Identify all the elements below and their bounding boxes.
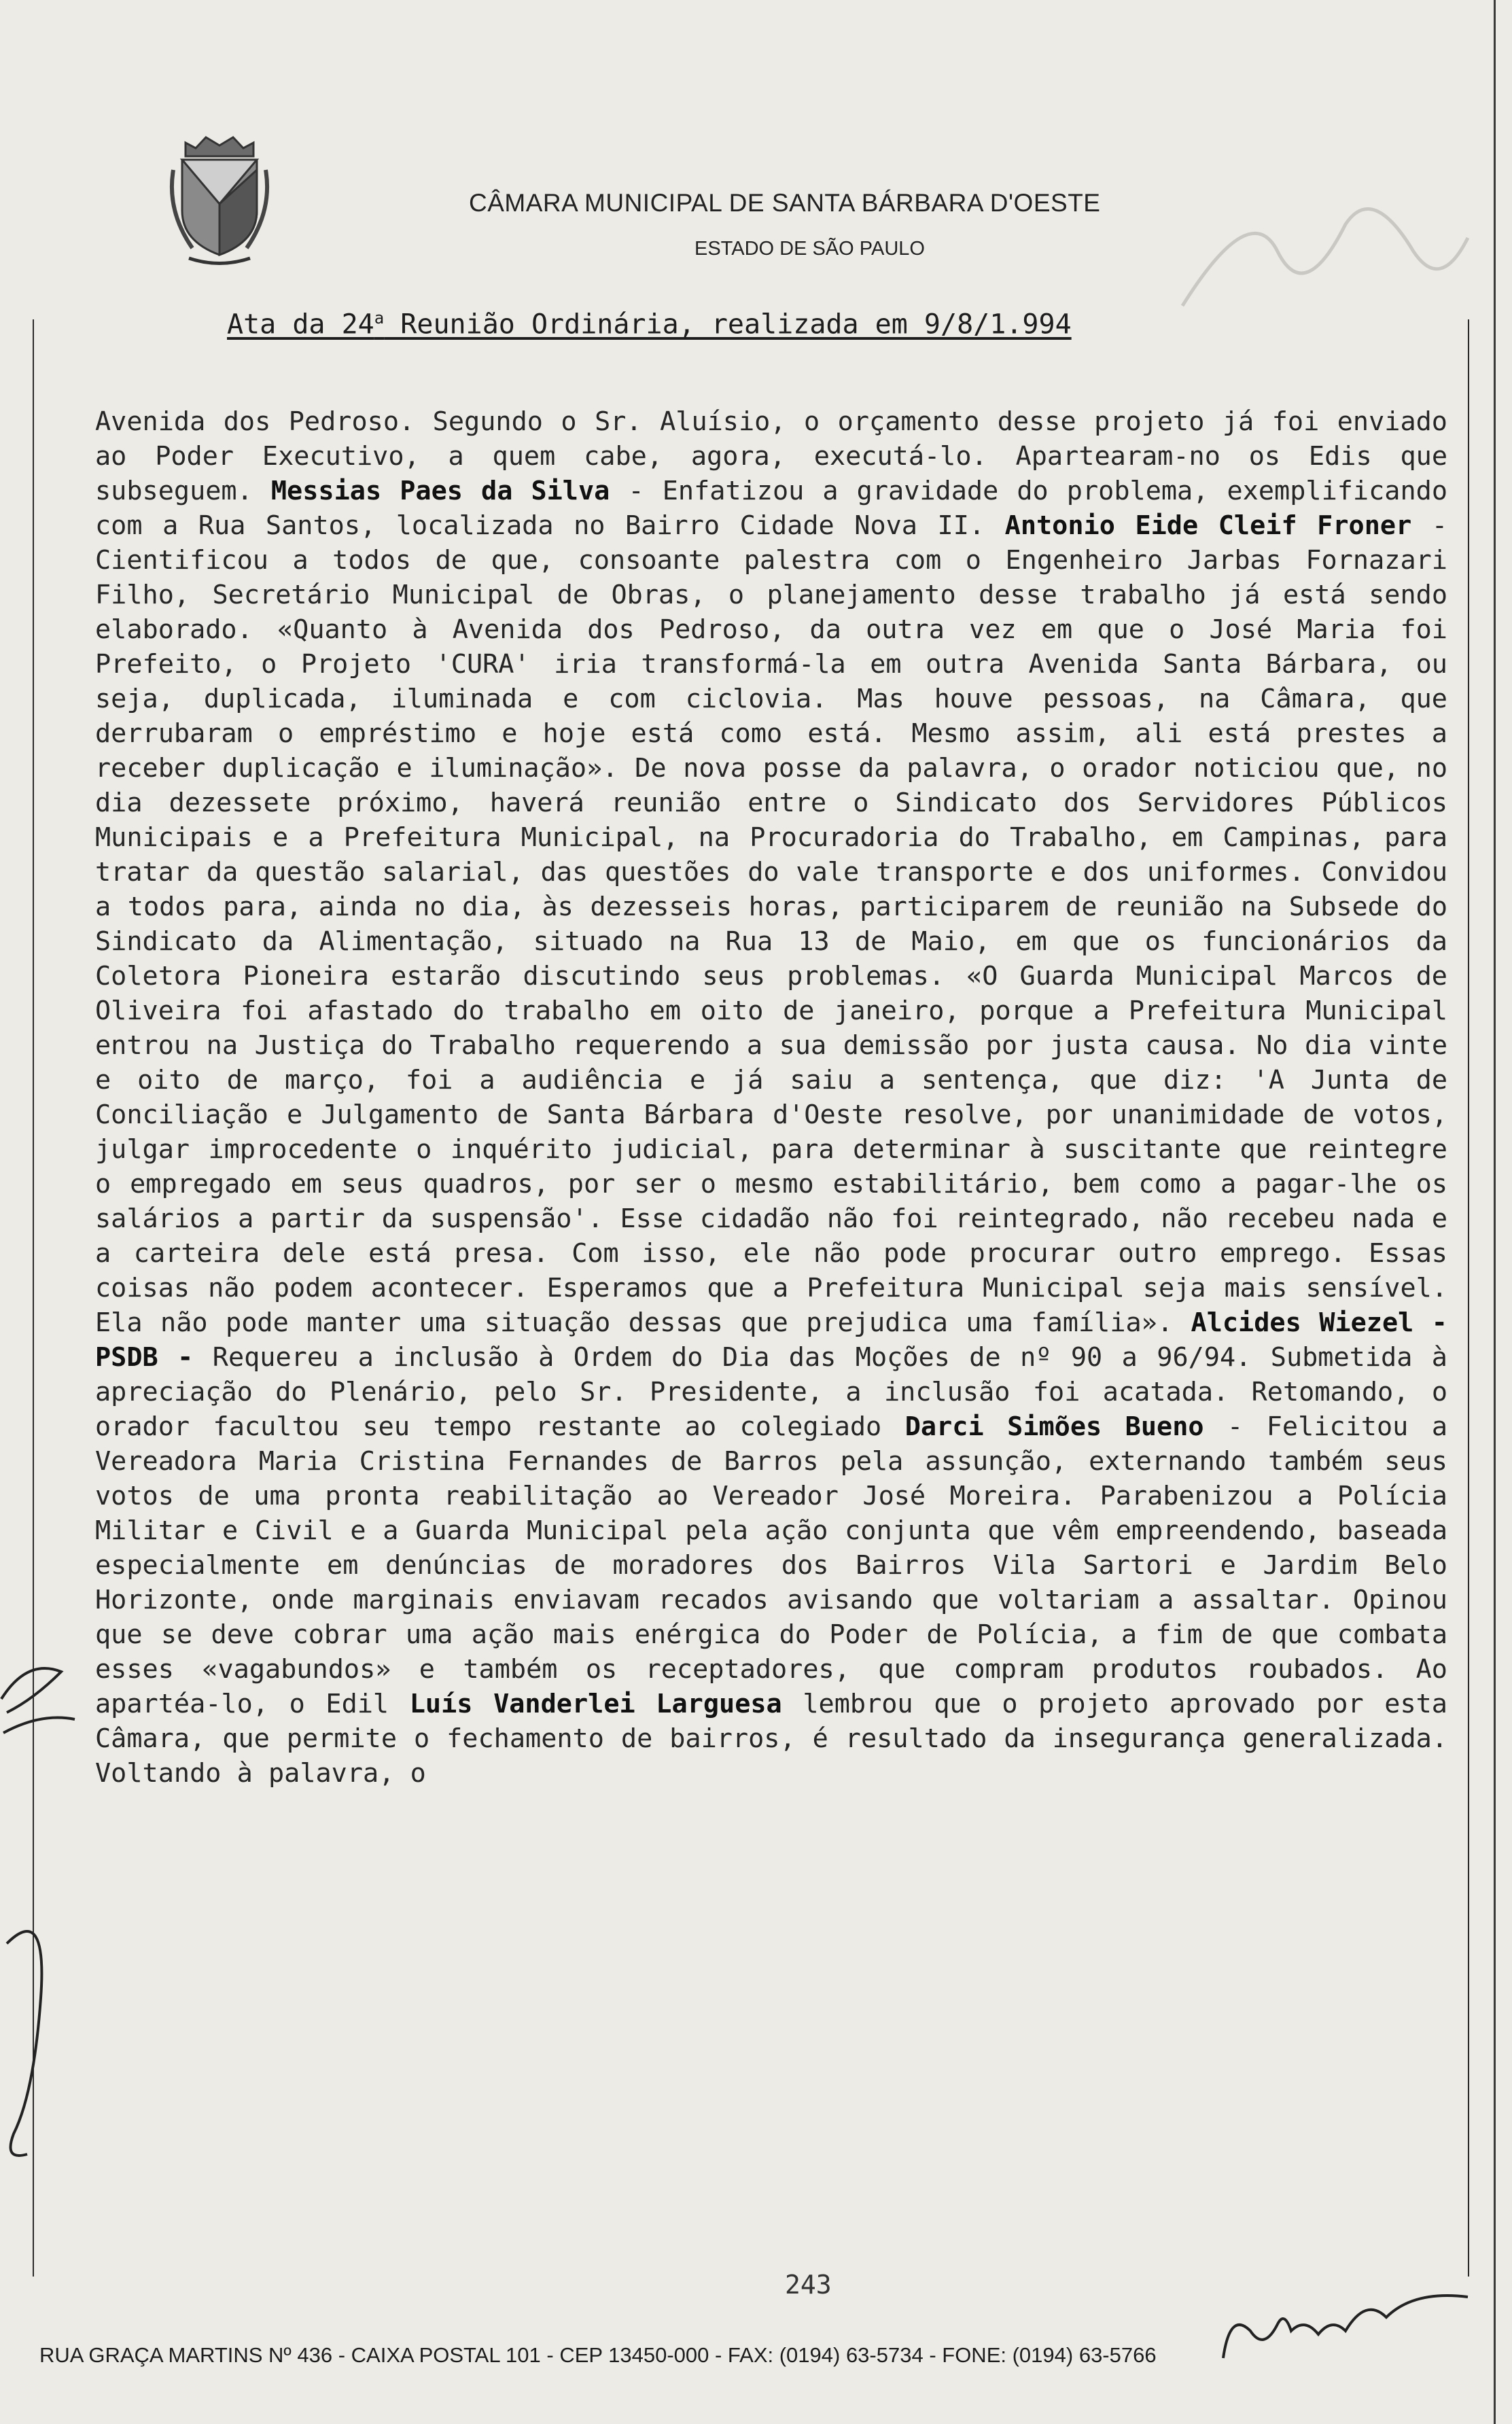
body-text-segment: - Felicitou a Vereadora Maria Cristina Fernandes de Barros pela assunção, externando também seus votos de uma pronta reabilitação ao Vereador José Moreira. Parabenizou a Polícia Militar e Civil e a Guarda Municipal pela ação conjunta que vêm empreendendo, baseada especialmente em denúncias de moradores dos Bairros Vila Sartori e Jardim Belo Horizonte, onde marginais enviavam recados avisando que voltariam a assaltar. Opinou que se deve cobrar uma ação mais enérgica do Poder de Polícia, a fim de que combata esses «vagabundos» e também os receptadores, que compram produtos roubados. Ao apartéa-lo, o Edil: [95, 1411, 1447, 1719]
institution-name: CÂMARA MUNICIPAL DE SANTA BÁRBARA D'OESTE: [469, 189, 1101, 217]
page-edge: [1494, 0, 1496, 2424]
speaker-name: Alcides Wiezel - PSDB -: [95, 1307, 1447, 1373]
speaker-name: Antonio Eide Cleif Froner: [1004, 510, 1412, 541]
title-suffix: Reunião Ordinária, realizada em 9/8/1.994: [384, 309, 1072, 340]
footer-address: RUA GRAÇA MARTINS Nº 436 - CAIXA POSTAL 101 - CEP 13450-000 - FAX: (0194) 63-5734 - FONE: (0194) 63-5766: [39, 2343, 1157, 2367]
page-number: 243: [785, 2270, 832, 2300]
body-text-segment: Avenida dos Pedroso. Segundo o Sr. Aluísio, o orçamento desse projeto já foi enviado ao Poder Executivo, a quem cabe, agora, executá-lo. Apartearam-no os Edis que subseguem.: [95, 406, 1447, 506]
body-text-segment: - Enfatizou a gravidade do problema, exemplificando com a Rua Santos, localizada no Bairro Cidade Nova II.: [95, 476, 1447, 541]
minutes-title: [227, 309, 1328, 340]
state-name: ESTADO DE SÃO PAULO: [695, 238, 925, 260]
faint-signature-icon: [1169, 170, 1481, 374]
title-prefix: Ata da 24: [227, 309, 374, 340]
speaker-name: Darci Simões Bueno: [904, 1411, 1204, 1442]
coat-of-arms-icon: [165, 129, 274, 272]
right-margin-line: [1468, 319, 1469, 2277]
title-ordinal: a: [374, 309, 385, 328]
speaker-name: Messias Paes da Silva: [270, 476, 610, 506]
speaker-name: Luís Vanderlei Larguesa: [409, 1689, 782, 1719]
minutes-body: [95, 404, 1447, 1791]
body-text-segment: Requereu a inclusão à Ordem do Dia das Moções de nº 90 a 96/94. Submetida à apreciação do Plenário, pelo Sr. Presidente, a inclusão foi acatada. Retomando, o orador facultou seu tempo restante ao colegiado: [95, 1342, 1447, 1442]
body-text-segment: - Cientificou a todos de que, consoante palestra com o Engenheiro Jarbas Fornazari Filho, Secretário Municipal de Obras, o planejamento desse trabalho já está sendo elaborado. «Quanto à Avenida dos Pedroso, da outra vez em que o José Maria foi Prefeito, o Projeto 'CURA' iria transformá-la em outra Avenida Santa Bárbara, ou seja, duplicada, iluminada e com ciclovia. Mas houve pessoas, na Câmara, que derrubaram o empréstimo e hoje está como está. Mesmo assim, ali está prestes a receber duplicação e iluminação». De nova posse da palavra, o orador noticiou que, no dia dezessete próximo, haverá reunião entre o Sindicato dos Servidores Públicos Municipais e a Prefeitura Municipal, na Procuradoria do Trabalho, em Campinas, para tratar da questão salarial, das questões do vale transporte e dos uniformes. Convidou a todos para, ainda no dia, às dezesseis horas, participarem de reunião na Subsede do Sindicato da Alimentação, situado na Rua 13 de Maio, em que os funcionários da Coletora Pioneira estarão discutindo seus problemas. «O Guarda Municipal Marcos de Oliveira foi afastado do trabalho em oito de janeiro, porque a Prefeitura Municipal entrou na Justiça do Trabalho requerendo a sua demissão por justa causa. No dia vinte e oito de março, foi a audiência e já saiu a sentença, que diz: 'A Junta de Conciliação e Julgamento de Santa Bárbara d'Oeste resolve, por unanimidade de votos, julgar improcedente o inquérito judicial, para determinar à suscitante que reintegre o empregado em seus quadros, por ser o mesmo estabilitário, bem como a pagar-lhe os salários a partir da suspensão'. Esse cidadão não foi reintegrado, não recebeu nada e a carteira dele está presa. Com isso, ele não pode procurar outro emprego. Essas coisas não podem acontecer. Esperamos que a Prefeitura Municipal seja mais sensível. Ela não pode manter uma situação dessas que prejudica uma família».: [95, 510, 1448, 1338]
margin-signature-icon: [0, 1617, 95, 2229]
body-text-segment: lembrou que o projeto aprovado por esta Câmara, que permite o fechamento de bairros, é resultado da insegurança generalizada. Voltando à palavra, o: [95, 1689, 1447, 1789]
